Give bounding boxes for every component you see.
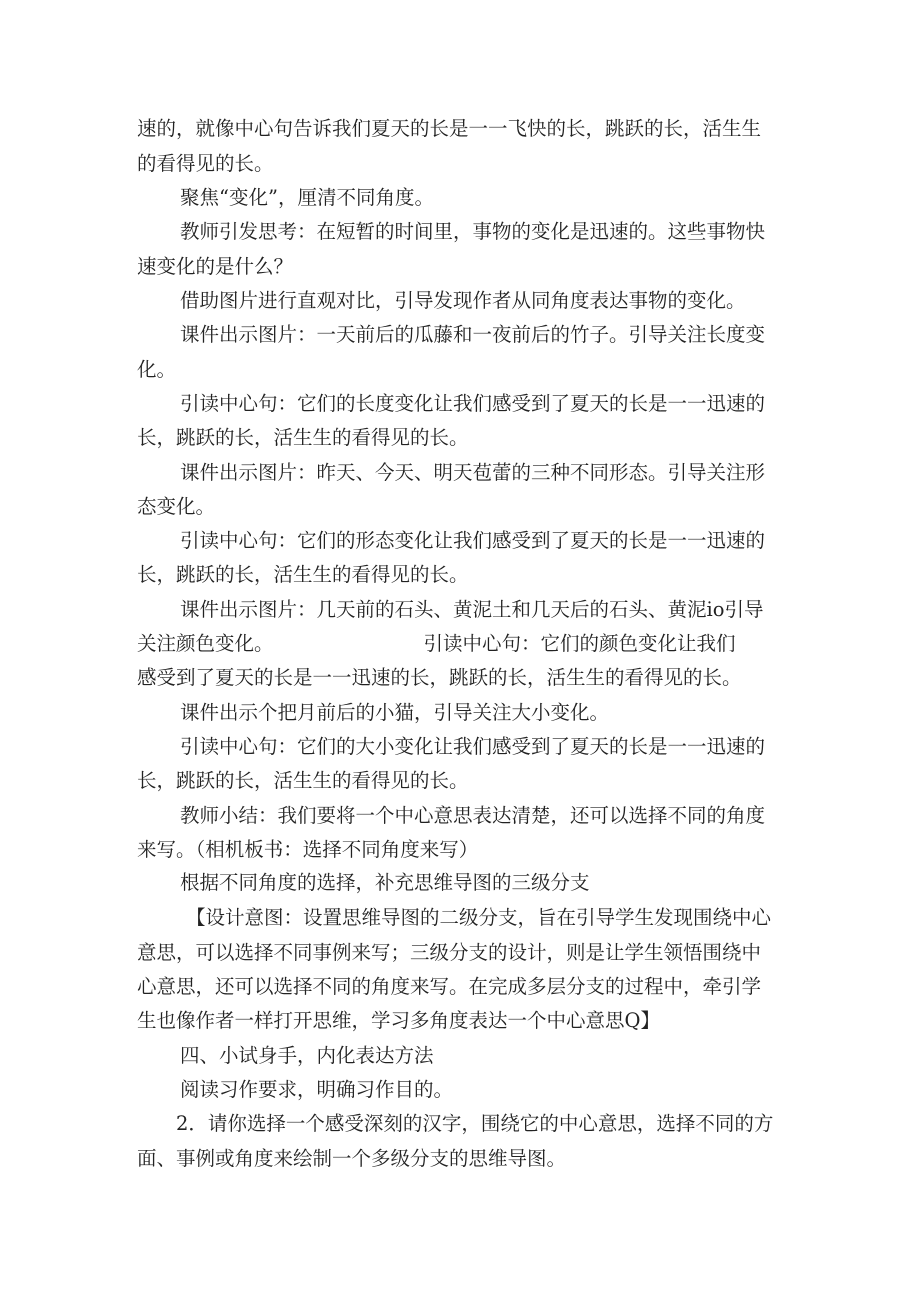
text-line: 教师引发思考：在短暂的时间里，事物的变化是迅速的。这些事物快	[180, 220, 766, 243]
section-heading: 四、小试身手，内化表达方法	[180, 1044, 434, 1067]
text-line: 生也像作者一样打开思维，学习多角度表达一个中心意思Q】	[137, 1009, 660, 1032]
text-line: 课件出示图片：几天前的石头、黄泥土和几天后的石头、黄泥io引导	[180, 598, 764, 621]
text-line: 长，跳跃的长，活生生的看得见的长。	[137, 563, 469, 586]
text-line: 来写。（相机板书：选择不同角度来写）	[137, 838, 479, 861]
text-line: 长，跳跃的长，活生生的看得见的长。	[137, 426, 469, 449]
text-line: 心意思，还可以选择不同的角度来写。在完成多层分支的过程中，牵引学	[137, 975, 762, 998]
text-line: 引读中心句：它们的形态变化让我们感受到了夏天的长是一一迅速的	[180, 529, 766, 552]
text-line: 面、事例或角度来绘制一个多级分支的思维导图。	[137, 1147, 567, 1170]
text-line: 课件出示图片：一天前后的瓜藤和一夜前后的竹子。引导关注长度变	[180, 323, 766, 346]
text-line: 感受到了夏天的长是一一迅速的长，跳跃的长，活生生的看得见的长。	[137, 666, 742, 689]
text-line: 教师小结：我们要将一个中心意思表达清楚，还可以选择不同的角度	[180, 804, 766, 827]
text-line: 化。	[137, 358, 177, 381]
text-line: 根据不同角度的选择，补充思维导图的三级分支	[180, 871, 590, 894]
text-line: 借助图片进行直观对比，引导发现作者从同角度表达事物的变化。	[180, 289, 746, 312]
text-line: 态变化。	[137, 495, 216, 518]
text-line: 聚焦“变化”，厘清不同角度。	[180, 186, 434, 209]
text-line: 长，跳跃的长，活生生的看得见的长。	[137, 769, 469, 792]
text-line: 阅读习作要求，明确习作目的。	[180, 1078, 454, 1101]
text-line: 速变化的是什么？	[137, 255, 294, 278]
text-line: 【设计意图：设置思维导图的二级分支，旨在引导学生发现围绕中心	[186, 906, 772, 929]
text-line: 速的，就像中心句告诉我们夏天的长是一一飞快的长，跳跃的长，活生生	[137, 117, 762, 140]
text-segment: 引读中心句：它们的颜色变化让我们	[423, 632, 736, 655]
text-segment: 关注颜色变化。	[137, 632, 274, 655]
text-line: 意思，可以选择不同事例来写；三级分支的设计，则是让学生领悟围绕中	[137, 941, 762, 964]
text-line	[0, 627, 920, 661]
text-line: 课件出示个把月前后的小猫，引导关注大小变化。	[180, 701, 610, 724]
text-line: 引读中心句：它们的大小变化让我们感受到了夏天的长是一一迅速的	[180, 735, 766, 758]
text-line: 2．请你选择一个感受深刻的汉字，围绕它的中心意思，选择不同的方	[176, 1112, 774, 1135]
text-line: 的看得见的长。	[137, 152, 274, 175]
text-line: 引读中心句：它们的长度变化让我们感受到了夏天的长是一一迅速的	[180, 392, 766, 415]
text-line: 课件出示图片：昨天、今天、明天苞蕾的三种不同形态。引导关注形	[180, 461, 766, 484]
